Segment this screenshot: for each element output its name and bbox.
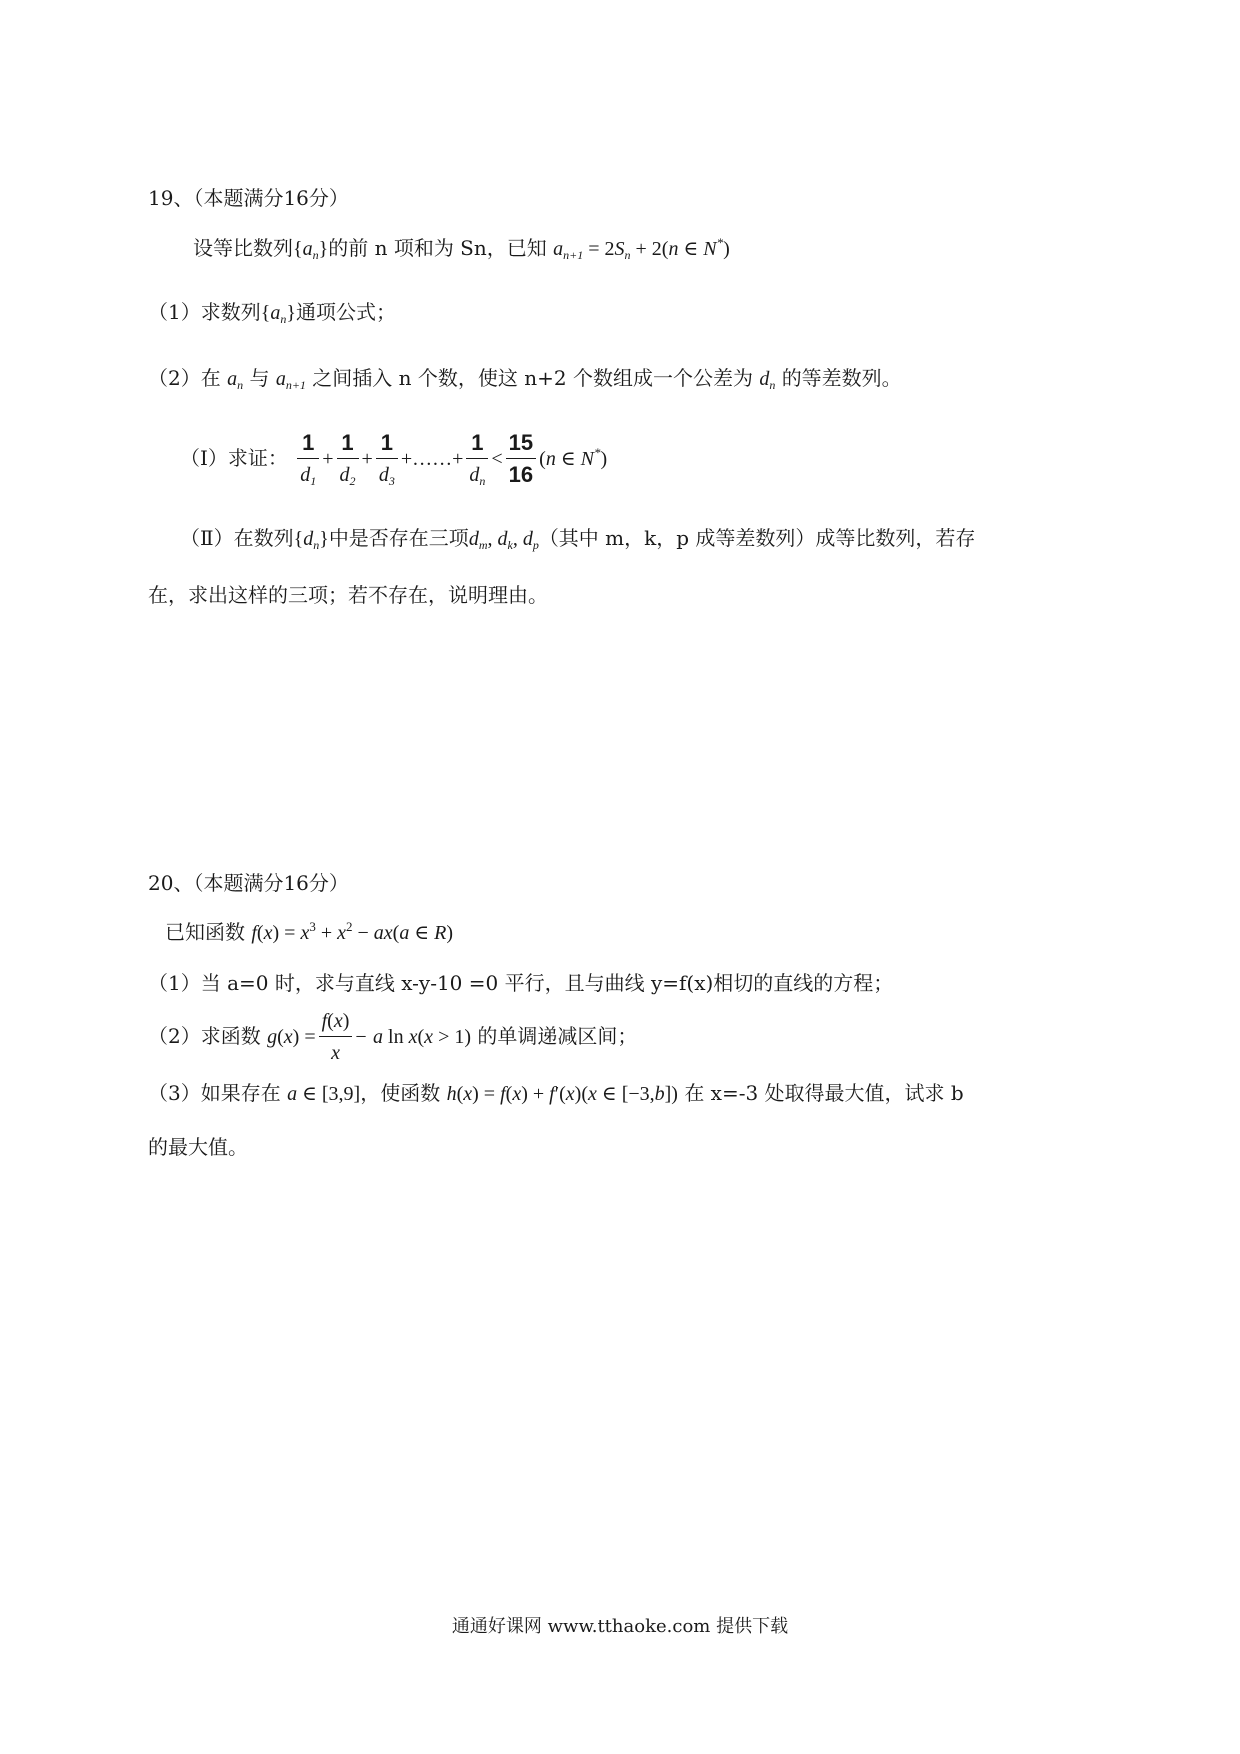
q19-given-formula: $a_{n+1} = 2S_n + 2(n$ ∈ N*) [553,235,730,262]
page-footer: 通通好课网 www.tthaoke.com 提供下载 [451,1616,789,1637]
fraction-15-16: $\frac{15}{16}$ [506,428,536,491]
fraction-fx-over-x: $\frac{f(x)}{x}$ [319,1006,353,1069]
q20-part3-cont: 的最大值。 [148,1135,248,1159]
q20-intro: 已知函数 $f(x) = x^3 + x^2 - ax(a$ ∈ R) [165,919,454,944]
q20-header: 20、（本题满分16分） [148,871,349,895]
q19-part2-i: （Ⅰ）求证： $\frac{1}{d_1}$ + $\frac{1}{d_2}$ + $\frac{1}{d_3}$ +……+ $\frac{1}{d_n}$ < $\frac{15}{16}$ (n ∈ N*) [180,425,607,492]
fraction-1-d1: $\frac{1}{d_1}$ [297,428,319,491]
fraction-1-dn: $\frac{1}{d_n}$ [466,428,488,491]
q19-part2: （2）在 $a_n$ 与 $a_{n+1}$ 之间插入 n 个数，使这 n+2 个数组成一个公差为 $d_n$ 的等差数列。 [148,366,902,392]
fraction-1-d2: $\frac{1}{d_2}$ [337,428,359,491]
q19-intro: 设等比数列$\{a_n\}$的前 n 项和为 Sn，已知 $a_{n+1} = 2S_n + 2(n$ ∈ N*) [193,235,730,262]
q19-part2-ii: （Ⅱ）在数列$\{d_n\}$中是否存在三项$d_m$, $d_k$, $d_p$（其中 m，k，p 成等差数列）成等比数列，若存 [180,526,976,552]
q20-part2: （2）求函数 g(x) = $\frac{f(x)}{x}$ − a ln x(x > 1) 的单调递减区间； [148,1003,637,1070]
q20-part1: （1）当 a=0 时，求与直线 x-y-10 =0 平行，且与曲线 y=f(x)相切的直线的方程； [148,971,894,995]
q20-part3: （3）如果存在 a ∈ [3,9]，使函数 h(x) = f(x) + f′(x)(x ∈ [−3,b]) 在 x=-3 处取得最大值，试求 b [148,1081,964,1105]
q20-function-f: $f(x) = x^3 + x^2 - ax(a$ ∈ R) [251,919,454,944]
fraction-1-d3: $\frac{1}{d_3}$ [376,428,398,491]
q19-part2-ii-cont: 在，求出这样的三项；若不存在，说明理由。 [148,583,548,607]
q19-part1: （1）求数列$\{a_n\}$通项公式； [148,300,396,326]
q19-header: 19、（本题满分16分） [148,186,349,210]
